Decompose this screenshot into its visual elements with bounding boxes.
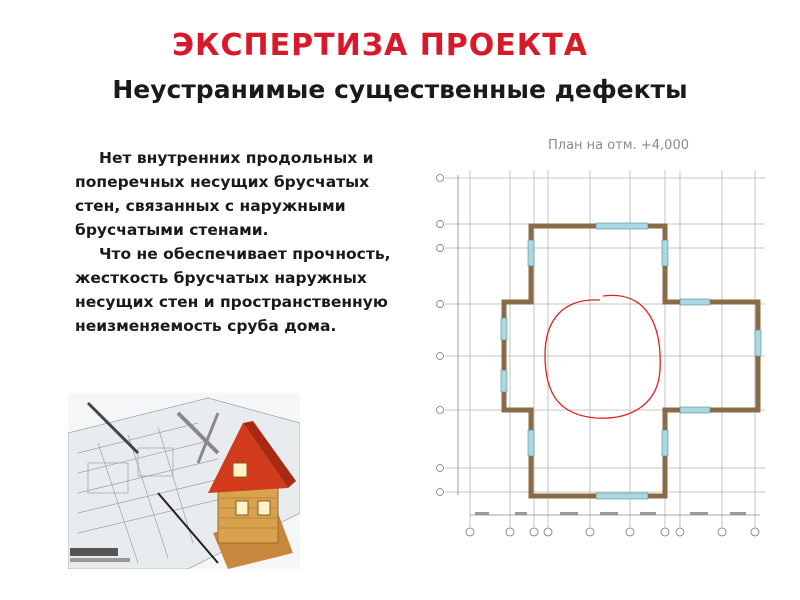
slide-title: ЭКСПЕРТИЗА ПРОЕКТА <box>172 28 588 63</box>
body-text <box>75 146 395 338</box>
exterior-walls <box>504 226 758 496</box>
paragraph-1 <box>75 146 395 242</box>
plan-caption: План на отм. +4,000 <box>548 138 689 153</box>
paragraph-2 <box>75 242 395 338</box>
paragraph-2-text: Что не обеспечивает прочность, жесткость брусчатых наружных несущих стен и пространственную неизменяемость сруба дома. <box>75 245 391 335</box>
defect-highlight-circle <box>545 295 660 418</box>
slide-subtitle: Неустранимые существенные дефекты <box>112 75 688 104</box>
house-blueprint-illustration <box>68 393 300 569</box>
paragraph-1-text: Нет внутренних продольных и поперечных несущих брусчатых стен, связанных с наружными брусчатыми стенами. <box>75 149 374 239</box>
floor-plan <box>425 135 780 545</box>
